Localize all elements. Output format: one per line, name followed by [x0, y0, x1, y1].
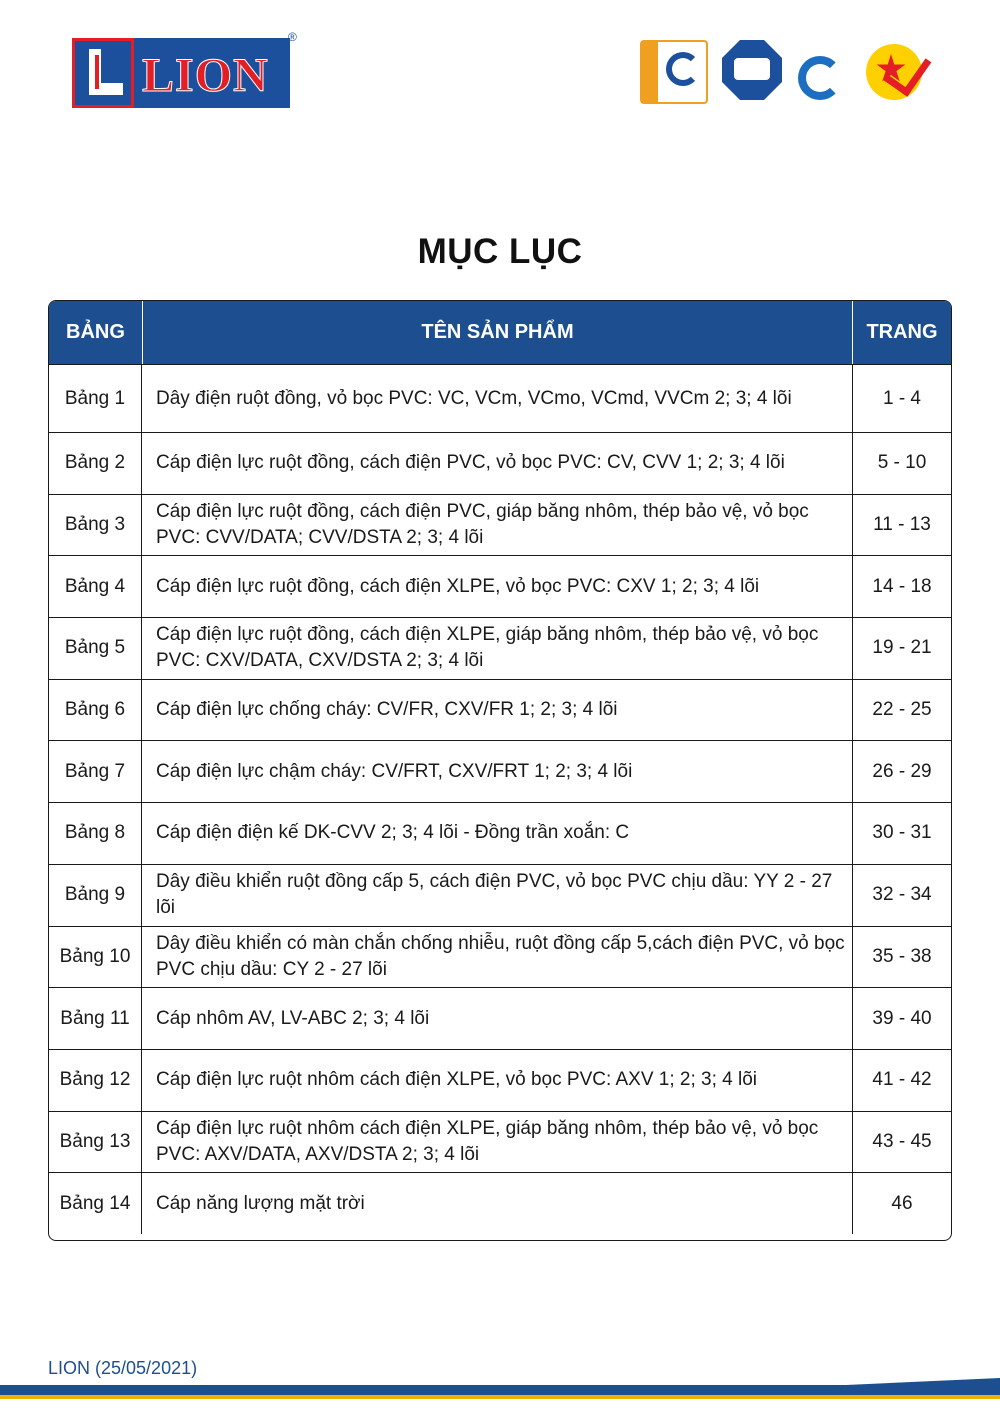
row-table-number: Bảng 10: [49, 927, 142, 988]
row-page-range: 26 - 29: [872, 760, 932, 782]
table-row: [49, 802, 951, 864]
row-page-range: 35 - 38: [872, 945, 932, 967]
logo-wordmark: [134, 38, 290, 108]
row-page-range: 22 - 25: [872, 699, 932, 721]
row-product-name: Cáp điện lực chống cháy: CV/FR, CXV/FR 1; 2; 3; 4 lõi: [142, 680, 853, 741]
table-row: [49, 1111, 951, 1173]
logo-l-mark-icon: [72, 38, 134, 108]
table-row: [49, 926, 951, 988]
row-product-name: Dây điều khiển ruột đồng cấp 5, cách điện PVC, vỏ bọc PVC chịu dầu: YY 2 - 27 lõi: [142, 865, 853, 926]
brand-name: LION: [142, 49, 269, 102]
row-table-number: Bảng 13: [49, 1112, 142, 1173]
row-product-name: Cáp điện lực chậm cháy: CV/FRT, CXV/FRT 1; 2; 3; 4 lõi: [142, 741, 853, 802]
row-table-number: Bảng 1: [49, 365, 142, 432]
footer-bar: [0, 1385, 1000, 1395]
row-product-name: Cáp điện lực ruột đồng, cách điện XLPE, giáp băng nhôm, thép bảo vệ, vỏ bọc PVC: CXV/DATA, CXV/DSTA 2; 3; 4 lõi: [142, 618, 853, 679]
table-row: [49, 740, 951, 802]
row-product-name: Cáp điện lực ruột đồng, cách điện PVC, vỏ bọc PVC: CV, CVV 1; 2; 3; 4 lõi: [142, 433, 853, 494]
row-product-name: Cáp nhôm AV, LV-ABC 2; 3; 4 lõi: [142, 988, 853, 1049]
row-table-number: Bảng 14: [49, 1173, 142, 1234]
table-row: [49, 494, 951, 556]
row-product-name: Cáp điện lực ruột đồng, cách điện PVC, giáp băng nhôm, thép bảo vệ, vỏ bọc PVC: CVV/DATA; CVV/DSTA 2; 3; 4 lõi: [142, 495, 853, 556]
row-table-number: Bảng 4: [49, 556, 142, 617]
row-table-number: Bảng 12: [49, 1050, 142, 1111]
row-page-range: 1 - 4: [882, 387, 922, 409]
row-product-name: Cáp năng lượng mặt trời: [142, 1173, 853, 1234]
row-table-number: Bảng 7: [49, 741, 142, 802]
row-page-range: 43 - 45: [872, 1130, 932, 1152]
table-row: [49, 864, 951, 926]
brand-logo: [72, 38, 290, 108]
row-product-name: Dây điều khiển có màn chắn chống nhiễu, ruột đồng cấp 5,cách điện PVC, vỏ bọc PVC chịu dầu: CY 2 - 27 lõi: [142, 927, 853, 988]
table-row: [49, 679, 951, 741]
table-row: [49, 432, 951, 494]
row-page-range: 32 - 34: [872, 884, 932, 906]
row-page-range: 19 - 21: [872, 637, 932, 659]
footer-date: LION (25/05/2021): [48, 1358, 198, 1378]
row-product-name: Dây điện ruột đồng, vỏ bọc PVC: VC, VCm, VCmo, VCmd, VVCm 2; 3; 4 lõi: [142, 365, 853, 432]
toc-header-row: [49, 301, 951, 364]
table-row: [49, 364, 951, 432]
header-page: TRANG: [866, 321, 938, 343]
row-page-range: 39 - 40: [872, 1007, 932, 1029]
header-table: BẢNG: [49, 301, 143, 364]
toc-body: [49, 364, 951, 1234]
row-product-name: Cáp điện lực ruột đồng, cách điện XLPE, vỏ bọc PVC: CXV 1; 2; 3; 4 lõi: [142, 556, 853, 617]
row-page-range: 14 - 18: [872, 575, 932, 597]
row-table-number: Bảng 11: [49, 988, 142, 1049]
toc-table: [48, 300, 952, 1241]
row-page-range: 46: [891, 1192, 913, 1214]
row-page-range: 41 - 42: [872, 1069, 932, 1091]
footer-gold-line: [0, 1395, 1000, 1399]
table-row: [49, 1172, 951, 1234]
row-product-name: Cáp điện điện kế DK-CVV 2; 3; 4 lõi - Đồng trần xoắn: C: [142, 803, 853, 864]
row-product-name: Cáp điện lực ruột nhôm cách điện XLPE, vỏ bọc PVC: AXV 1; 2; 3; 4 lõi: [142, 1050, 853, 1111]
registered-mark: ®: [288, 30, 297, 44]
quatest-cert-icon: [640, 40, 708, 104]
table-row: [49, 1049, 951, 1111]
tuv-iso-9001-icon: [720, 40, 784, 104]
row-table-number: Bảng 2: [49, 433, 142, 494]
row-page-range: 5 - 10: [877, 452, 927, 474]
table-row: [49, 555, 951, 617]
jas-anz-icon: [792, 40, 854, 104]
row-table-number: Bảng 9: [49, 865, 142, 926]
row-product-name: Cáp điện lực ruột nhôm cách điện XLPE, giáp băng nhôm, thép bảo vệ, vỏ bọc PVC: AXV/DATA, AXV/DSTA 2; 3; 4 lõi: [142, 1112, 853, 1173]
row-table-number: Bảng 6: [49, 680, 142, 741]
row-table-number: Bảng 5: [49, 618, 142, 679]
page-title: MỤC LỤC: [417, 232, 583, 271]
row-page-range: 30 - 31: [872, 822, 932, 844]
table-row: [49, 987, 951, 1049]
table-row: [49, 617, 951, 679]
row-table-number: Bảng 8: [49, 803, 142, 864]
row-table-number: Bảng 3: [49, 495, 142, 556]
header-product-name: TÊN SẢN PHẨM: [143, 301, 853, 364]
hang-viet-nam-chat-luong-cao-icon: [862, 40, 928, 104]
row-page-range: 11 - 13: [873, 514, 931, 536]
